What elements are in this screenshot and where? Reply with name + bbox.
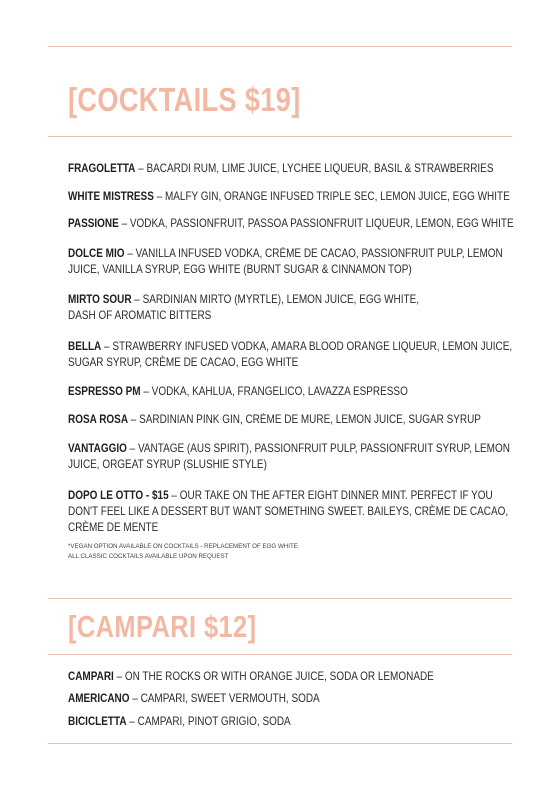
item-name: AMERICANO bbox=[68, 692, 130, 705]
menu-item-mirto-sour bbox=[68, 292, 524, 324]
campari-title-divider bbox=[48, 654, 512, 655]
cocktails-title: [COCKTAILS $19] bbox=[68, 81, 301, 118]
item-description: – CAMPARI, PINOT GRIGIO, SODA bbox=[126, 715, 291, 728]
menu-item-dolce-mio bbox=[68, 246, 524, 278]
item-description: – VODKA, PASSIONFRUIT, PASSOA PASSIONFRUIT LIQUEUR, LEMON, EGG WHITE bbox=[118, 217, 514, 230]
item-name: BELLA bbox=[68, 340, 102, 353]
item-description: – SARDINIAN PINK GIN, CRÈME DE MURE, LEMON JUICE, SUGAR SYRUP bbox=[128, 413, 481, 426]
menu-item-espresso-pm bbox=[68, 384, 524, 400]
menu-item-dopo-le-otto bbox=[68, 488, 524, 536]
menu-item-bella bbox=[68, 339, 524, 371]
item-description-line2: DASH OF AROMATIC BITTERS bbox=[68, 309, 212, 322]
item-description: – OUR TAKE ON THE AFTER EIGHT DINNER MINT. PERFECT IF YOU DON'T FEEL LIKE A DESSERT BUT WANT SOMETHING SWEET. BAILEYS, CRÈME DE CACAO, CRÈME DE MENTE bbox=[68, 489, 509, 534]
item-name: ESPRESSO PM bbox=[68, 385, 141, 398]
menu-item-fragoletta bbox=[68, 161, 524, 177]
item-description: – CAMPARI, SWEET VERMOUTH, SODA bbox=[129, 692, 320, 705]
item-name: WHITE MISTRESS bbox=[68, 190, 154, 203]
menu-item-rosa-rosa bbox=[68, 412, 524, 428]
item-name: DOPO LE OTTO - $15 bbox=[68, 489, 169, 502]
item-name: PASSIONE bbox=[68, 217, 119, 230]
bottom-divider bbox=[48, 743, 512, 744]
item-name: ROSA ROSA bbox=[68, 413, 129, 426]
item-name: MIRTO SOUR bbox=[68, 293, 132, 306]
item-description: – MALFY GIN, ORANGE INFUSED TRIPLE SEC, LEMON JUICE, EGG WHITE bbox=[153, 190, 510, 203]
item-description: – ON THE ROCKS OR WITH ORANGE JUICE, SODA OR LEMONADE bbox=[113, 670, 434, 683]
classics-note: ALL CLASSIC COCKTAILS AVAILABLE UPON REQUEST bbox=[68, 553, 229, 560]
menu-item-vantaggio bbox=[68, 441, 524, 473]
menu-item-bicicletta bbox=[68, 714, 524, 730]
campari-title: [CAMPARI $12] bbox=[68, 609, 257, 644]
menu-item-passione bbox=[68, 216, 524, 232]
item-description: – VODKA, KAHLUA, FRANGELICO, LAVAZZA ESPRESSO bbox=[140, 385, 408, 398]
top-divider bbox=[48, 46, 512, 47]
cocktails-notes bbox=[68, 542, 298, 562]
item-description: – VANTAGE (AUS SPIRIT), PASSIONFRUIT PULP, PASSIONFRUIT SYRUP, LEMON JUICE, ORGEAT SYRUP (SLUSHIE STYLE) bbox=[68, 442, 510, 471]
campari-top-divider bbox=[48, 598, 512, 599]
item-name: DOLCE MIO bbox=[68, 247, 125, 260]
item-name: BICICLETTA bbox=[68, 715, 127, 728]
cocktails-title-divider bbox=[48, 136, 512, 137]
vegan-note: *VEGAN OPTION AVAILABLE ON COCKTAILS - REPLACEMENT OF EGG WHITE bbox=[68, 543, 298, 550]
item-name: CAMPARI bbox=[68, 670, 114, 683]
menu-item-americano bbox=[68, 691, 524, 707]
item-description: – VANILLA INFUSED VODKA, CRÈME DE CACAO, PASSIONFRUIT PULP, LEMON JUICE, VANILLA SYRUP, EGG WHITE (BURNT SUGAR & CINNAMON TOP) bbox=[68, 247, 503, 276]
item-name: VANTAGGIO bbox=[68, 442, 127, 455]
item-description: – BACARDI RUM, LIME JUICE, LYCHEE LIQUEUR, BASIL & STRAWBERRIES bbox=[135, 162, 494, 175]
item-description: – STRAWBERRY INFUSED VODKA, AMARA BLOOD ORANGE LIQUEUR, LEMON JUICE, SUGAR SYRUP, CRÈME DE CACAO, EGG WHITE bbox=[68, 340, 513, 369]
item-description: – SARDINIAN MIRTO (MYRTLE), LEMON JUICE, EGG WHITE, bbox=[131, 293, 420, 306]
menu-item-campari bbox=[68, 669, 524, 685]
item-name: FRAGOLETTA bbox=[68, 162, 136, 175]
menu-item-white-mistress bbox=[68, 189, 524, 205]
